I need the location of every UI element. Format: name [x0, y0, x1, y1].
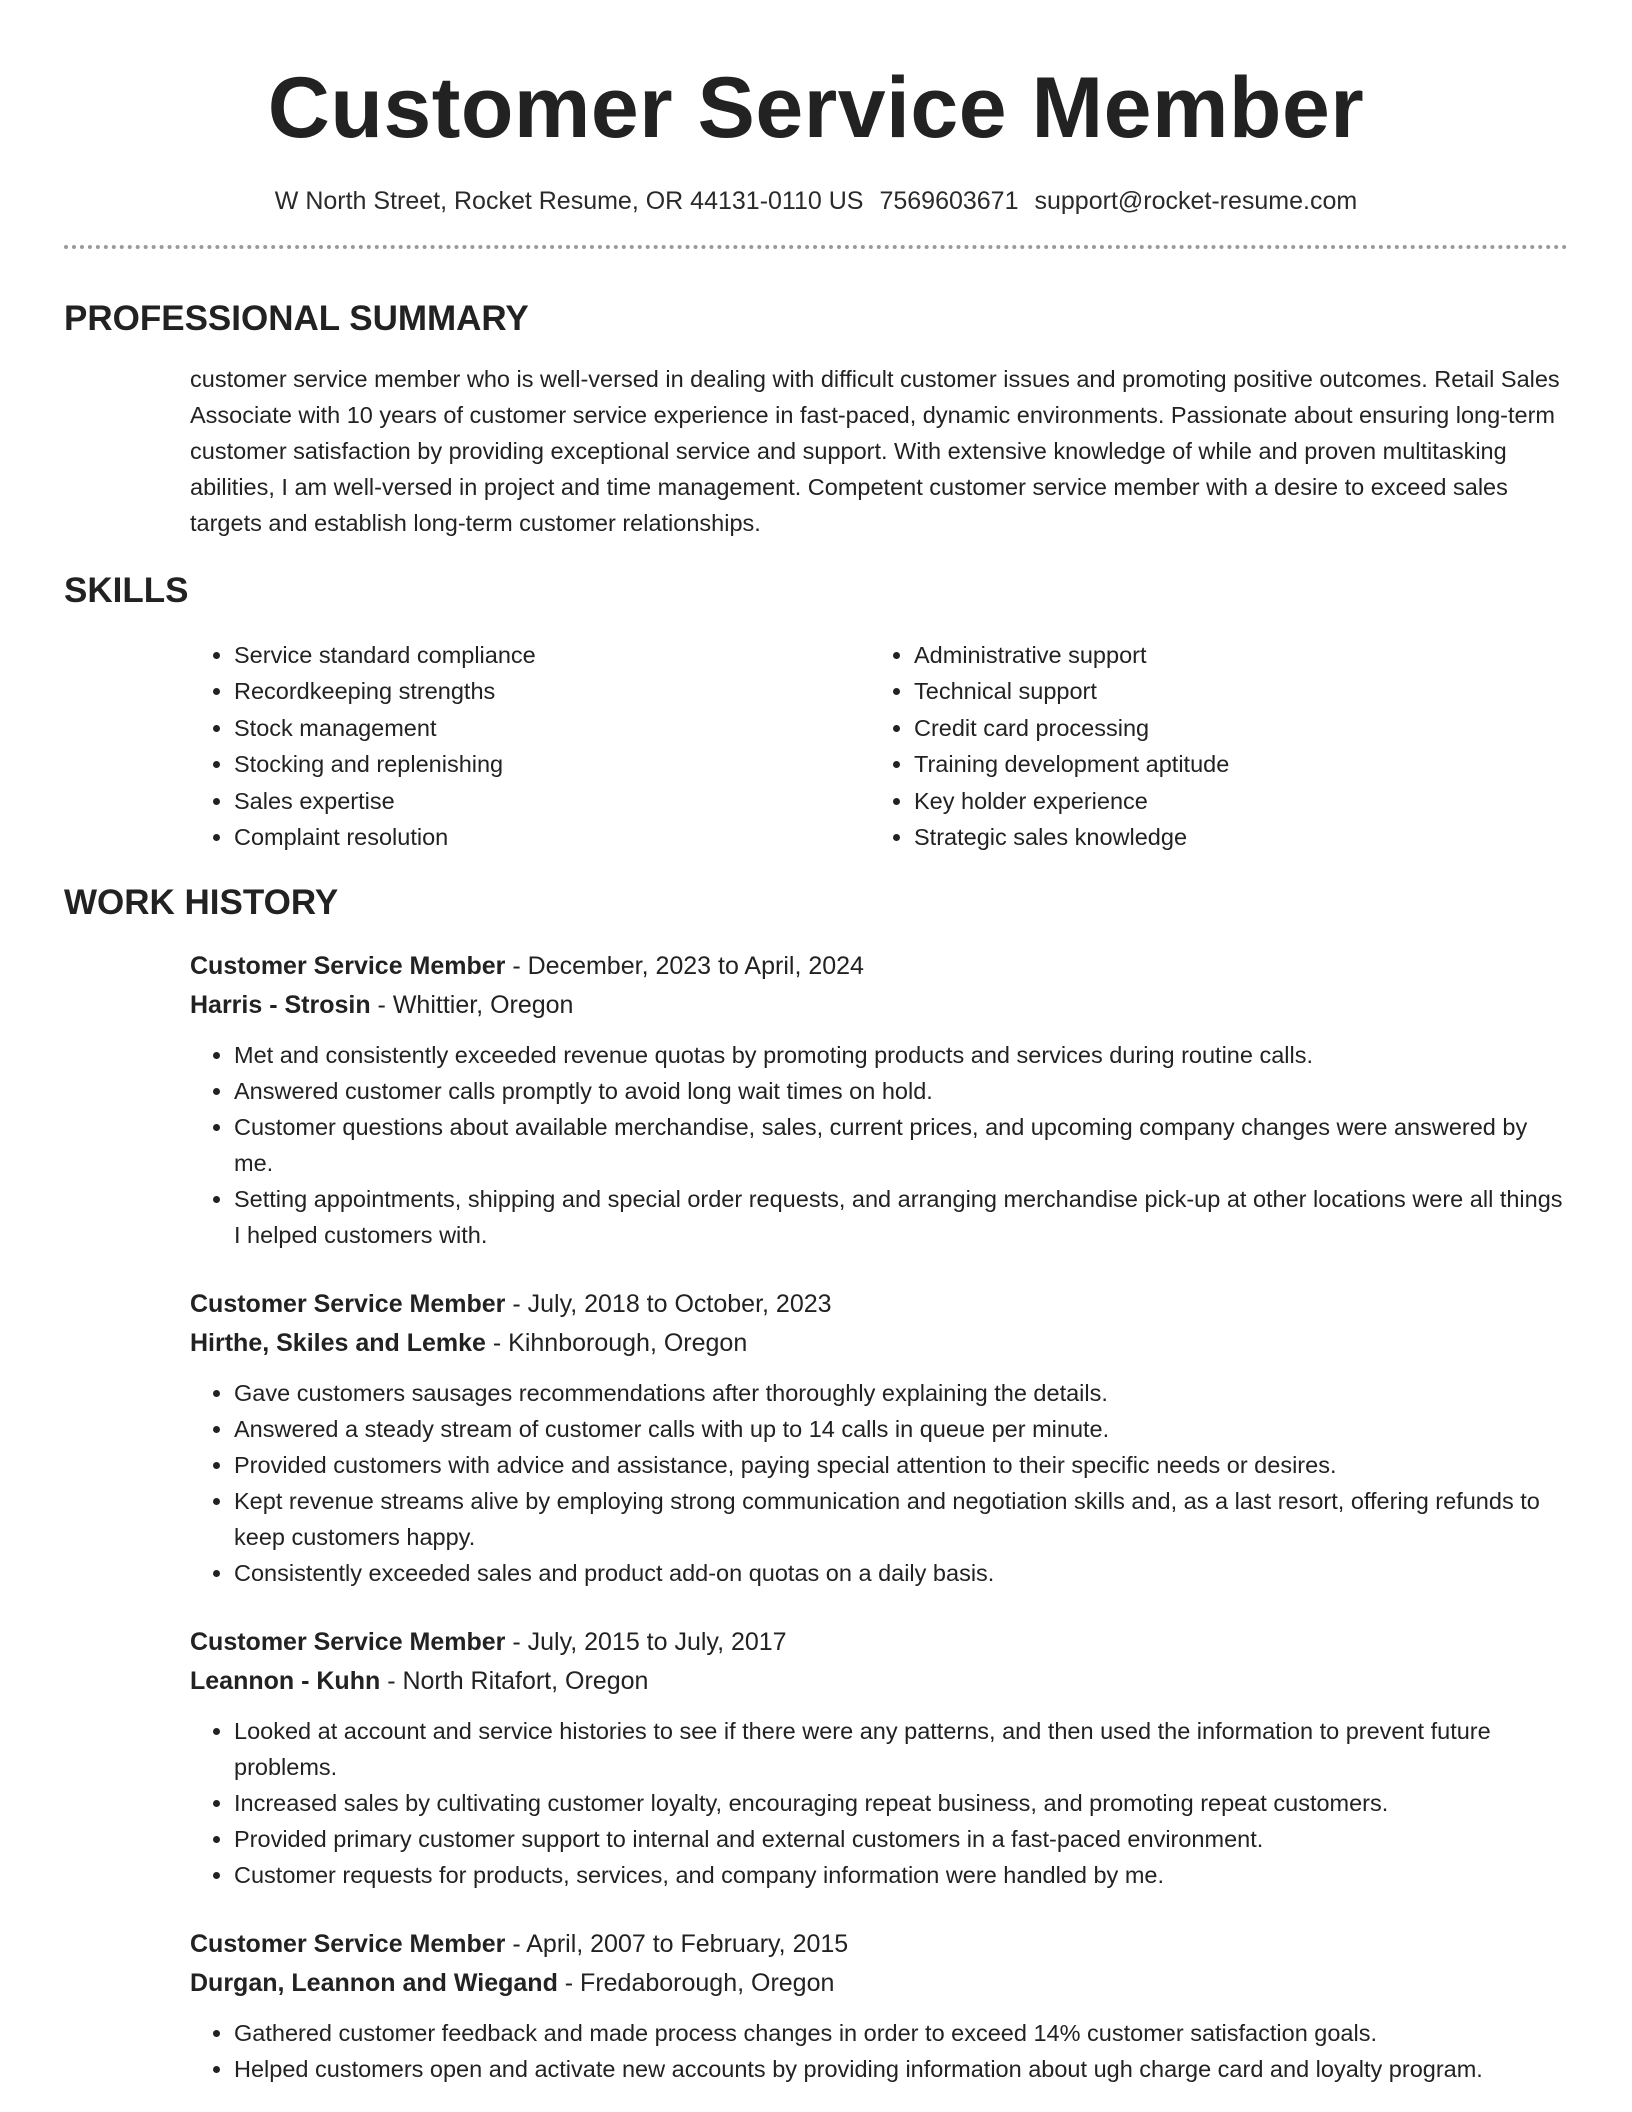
contact-phone: 7569603671: [879, 187, 1019, 215]
job-location: - Fredaborough, Oregon: [557, 1969, 835, 1998]
skill-item: • Strategic sales knowledge: [914, 819, 1550, 855]
job-bullet: • Gathered customer feedback and made process changes in order to exceed 14% customer satisfaction goals.: [234, 2015, 1568, 2051]
header-divider: [64, 245, 1568, 249]
skill-item: • Sales expertise: [234, 783, 870, 819]
job-company: Leannon - Kuhn: [190, 1667, 381, 1696]
job-bullet: • Customer requests for products, services, and company information were handled by me.: [234, 1857, 1568, 1893]
job-entry: [190, 1623, 1568, 1893]
job-bullet: • Consistently exceeded sales and product add-on quotas on a daily basis.: [234, 1555, 1568, 1591]
job-bullet: • Helped customers open and activate new accounts by providing information about ugh charge card and loyalty program.: [234, 2051, 1568, 2087]
job-role: Customer Service Member: [190, 1930, 506, 1959]
job-bullet: • Provided primary customer support to internal and external customers in a fast-paced environment.: [234, 1821, 1568, 1857]
resume-page: [64, 0, 1568, 2087]
skill-item: • Credit card processing: [914, 710, 1550, 746]
job-bullet: • Kept revenue streams alive by employing strong communication and negotiation skills and, as a last resort, offering refunds to keep customers happy.: [234, 1483, 1568, 1555]
job-title-line: [190, 1925, 1568, 1964]
job-title-line: [190, 947, 1568, 986]
contact-address: W North Street, Rocket Resume, OR 44131-0110 US: [274, 187, 864, 215]
skill-item: • Training development aptitude: [914, 746, 1550, 782]
job-bullet: • Met and consistently exceeded revenue quotas by promoting products and services during routine calls.: [234, 1037, 1568, 1073]
job-role: Customer Service Member: [190, 1628, 506, 1657]
job-location: - North Ritafort, Oregon: [380, 1667, 649, 1696]
skill-item: • Stock management: [234, 710, 870, 746]
job-dates: - July, 2015 to July, 2017: [505, 1628, 787, 1657]
skill-item: • Stocking and replenishing: [234, 746, 870, 782]
job-dates: - December, 2023 to April, 2024: [505, 952, 864, 981]
job-role: Customer Service Member: [190, 1290, 506, 1319]
skill-item: • Service standard compliance: [234, 637, 870, 673]
job-bullet: • Customer questions about available merchandise, sales, current prices, and upcoming company changes were answered by me.: [234, 1109, 1568, 1181]
work-history-heading: WORK HISTORY: [64, 883, 339, 923]
job-location: - Whittier, Oregon: [370, 991, 574, 1020]
skill-item: • Key holder experience: [914, 783, 1550, 819]
job-bullets: [190, 1037, 1568, 1253]
candidate-name: Customer Service Member: [267, 60, 1365, 156]
job-entry: [190, 1925, 1568, 2087]
job-bullet: • Gave customers sausages recommendations after thoroughly explaining the details.: [234, 1375, 1568, 1411]
job-company-line: [190, 986, 1568, 1025]
job-bullets: [190, 1713, 1568, 1893]
summary-text: customer service member who is well-versed in dealing with difficult customer issues and promoting positive outcomes. Retail Sales Associate with 10 years of customer service experience in fast-paced, dynamic environments. Passionate about ensuring long-term customer satisfaction by providing exceptional service and support. With extensive knowledge of while and proven multitasking abilities, I am well-versed in project and time management. Competent customer service member with a desire to exceed sales targets and establish long-term customer relationships.: [190, 366, 1560, 536]
job-title-line: [190, 1623, 1568, 1662]
job-company: Durgan, Leannon and Wiegand: [190, 1969, 558, 1998]
job-entry: [190, 947, 1568, 1253]
skill-item: • Recordkeeping strengths: [234, 673, 870, 709]
skills-list: [190, 637, 1568, 855]
job-bullet: • Setting appointments, shipping and special order requests, and arranging merchandise pick-up at other locations were all things I helped customers with.: [234, 1181, 1568, 1253]
skills-heading: SKILLS: [64, 571, 189, 610]
job-company: Hirthe, Skiles and Lemke: [190, 1329, 486, 1358]
job-bullet: • Provided customers with advice and assistance, paying special attention to their specific needs or desires.: [234, 1447, 1568, 1483]
job-bullet: • Looked at account and service histories to see if there were any patterns, and then used the information to prevent future problems.: [234, 1713, 1568, 1785]
job-company-line: [190, 1964, 1568, 2003]
job-company: Harris - Strosin: [190, 991, 371, 1020]
skill-item: • Administrative support: [914, 637, 1550, 673]
job-role: Customer Service Member: [190, 952, 506, 981]
job-bullets: [190, 1375, 1568, 1591]
job-dates: - July, 2018 to October, 2023: [505, 1290, 832, 1319]
job-bullet: • Answered a steady stream of customer calls with up to 14 calls in queue per minute.: [234, 1411, 1568, 1447]
job-bullet: • Answered customer calls promptly to avoid long wait times on hold.: [234, 1073, 1568, 1109]
contact-line: [64, 184, 1568, 218]
skills-column-right: [870, 637, 1550, 855]
job-entry: [190, 1285, 1568, 1591]
job-dates: - April, 2007 to February, 2015: [505, 1930, 849, 1959]
job-bullets: [190, 2015, 1568, 2087]
job-title-line: [190, 1285, 1568, 1324]
job-company-line: [190, 1662, 1568, 1701]
skills-column-left: [190, 637, 870, 855]
job-bullet: • Increased sales by cultivating customer loyalty, encouraging repeat business, and promoting repeat customers.: [234, 1785, 1568, 1821]
contact-email: support@rocket-resume.com: [1034, 187, 1358, 215]
job-company-line: [190, 1324, 1568, 1363]
skill-item: • Complaint resolution: [234, 819, 870, 855]
skill-item: • Technical support: [914, 673, 1550, 709]
job-location: - Kihnborough, Oregon: [485, 1329, 748, 1358]
summary-heading: PROFESSIONAL SUMMARY: [64, 299, 529, 338]
